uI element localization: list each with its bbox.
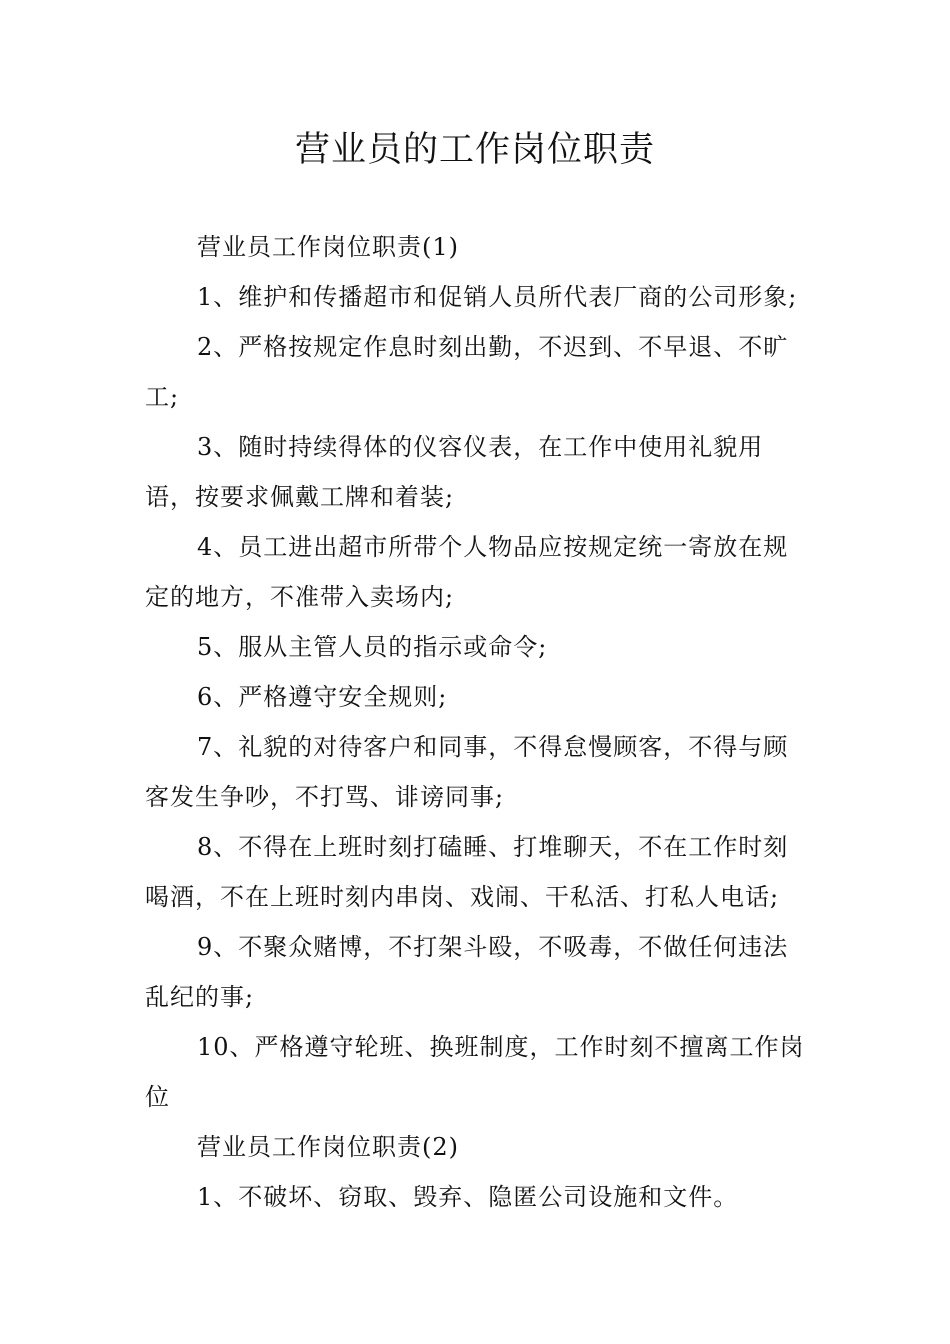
duty-item-7: 7、礼貌的对待客户和同事，不得怠慢顾客，不得与顾客发生争吵，不打骂、诽谤同事; [145, 733, 789, 811]
duty-item-9: 9、不聚众赌博，不打架斗殴，不吸毒，不做任何违法乱纪的事; [145, 933, 789, 1011]
duty-item-5: 5、服从主管人员的指示或命令; [197, 633, 548, 661]
section-heading-2: 营业员工作岗位职责(2) [197, 1133, 459, 1161]
document-body [145, 222, 813, 1222]
duty-item-1: 1、维护和传播超市和促销人员所代表厂商的公司形象; [197, 283, 798, 311]
duty-item-10: 10、严格遵守轮班、换班制度，工作时刻不擅离工作岗位 [145, 1033, 805, 1111]
duty-item-2-1: 1、不破坏、窃取、毁弃、隐匿公司设施和文件。 [197, 1183, 739, 1211]
duty-item-3: 3、随时持续得体的仪容仪表，在工作中使用礼貌用语，按要求佩戴工牌和着装; [145, 433, 764, 511]
duty-item-8: 8、不得在上班时刻打磕睡、打堆聊天，不在工作时刻喝酒，不在上班时刻内串岗、戏闹、干私活、打私人电话; [145, 833, 789, 911]
section-heading-1: 营业员工作岗位职责(1) [197, 233, 459, 261]
duty-item-6: 6、严格遵守安全规则; [197, 683, 448, 711]
duty-item-4: 4、员工进出超市所带个人物品应按规定统一寄放在规定的地方，不准带入卖场内; [145, 533, 789, 611]
document-title: 营业员的工作岗位职责 [294, 130, 655, 170]
duty-item-2: 2、严格按规定作息时刻出勤，不迟到、不早退、不旷工; [145, 333, 789, 411]
